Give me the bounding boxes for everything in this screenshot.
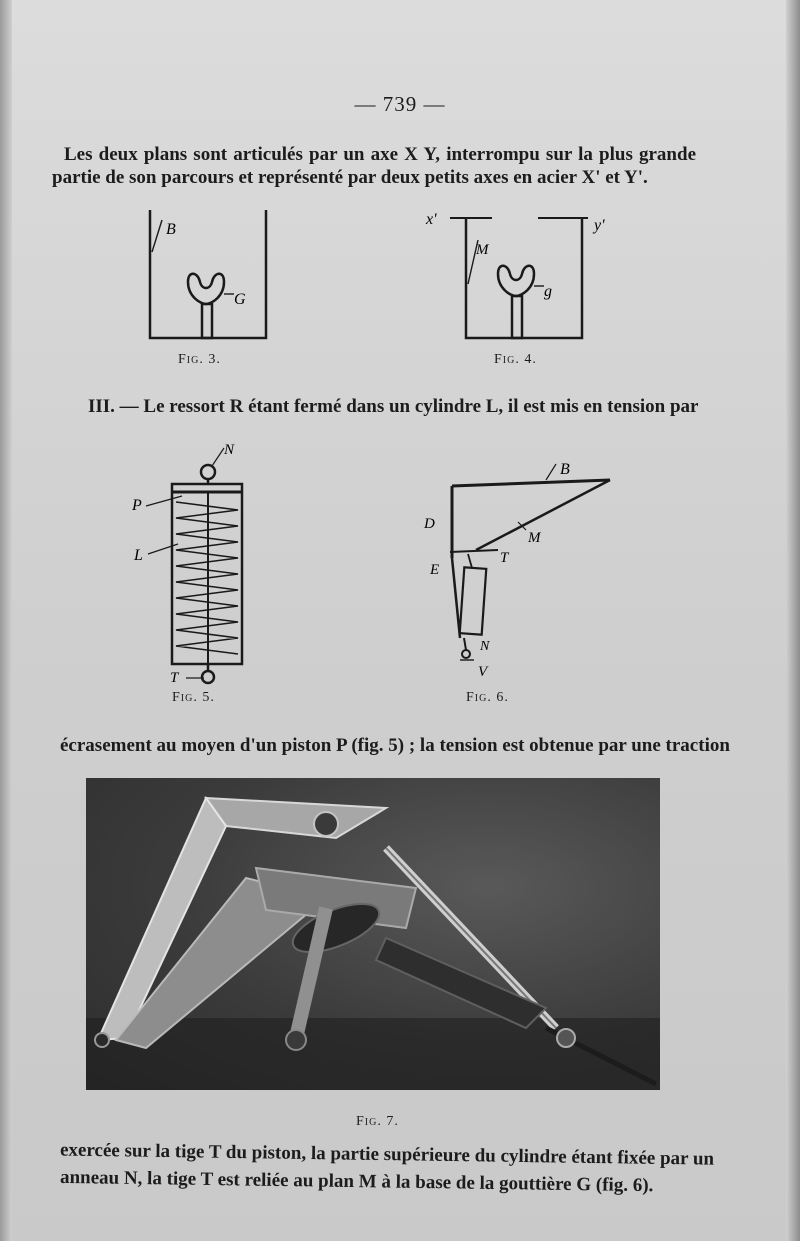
- page-number: — 739 —: [354, 92, 446, 116]
- paragraph-1-line-1: Les deux plans sont articulés par un axe X Y, interrompu sur la plus grande: [64, 144, 696, 165]
- figure-5-caption: Fig. 5.: [172, 690, 215, 705]
- fig4-label-y: y': [594, 217, 605, 234]
- fig4-label-m: M: [476, 242, 489, 258]
- fig3-label-g: G: [234, 291, 246, 308]
- fig5-label-t: T: [170, 670, 179, 686]
- page-edge-left: [0, 0, 12, 1241]
- figure-4: [420, 200, 620, 350]
- fig6-label-e: E: [430, 562, 440, 578]
- fig4-label-x: x': [426, 211, 437, 228]
- figure-5: [124, 438, 264, 690]
- figure-4-caption: Fig. 4.: [494, 352, 537, 367]
- figure-7-caption: Fig. 7.: [356, 1114, 399, 1129]
- paragraph-4-line-1: exercée sur la tige T du piston, la partie supérieure du cylindre étant fixée par un: [59, 1139, 715, 1170]
- figure-7-photo: [86, 778, 660, 1090]
- fig6-label-t: T: [500, 550, 509, 566]
- fig5-label-l: L: [134, 547, 143, 564]
- page-edge-right: [786, 0, 800, 1241]
- paragraph-3: écrasement au moyen d'un piston P (fig. 5) ; la tension est obtenue par une traction: [60, 735, 730, 756]
- fig6-label-d: D: [424, 516, 435, 532]
- fig3-label-b: B: [166, 221, 176, 238]
- fig5-label-n: N: [224, 442, 235, 458]
- fig6-label-m: M: [528, 530, 541, 546]
- paragraph-4-line-2: anneau N, la tige T est reliée au plan M à la base de la gouttière G (fig. 6).: [59, 1166, 654, 1197]
- paragraph-1-line-2: partie de son parcours et représenté par deux petits axes en acier X' et Y'.: [52, 167, 648, 188]
- figure-6: [420, 450, 620, 686]
- fig6-label-b: B: [560, 461, 570, 478]
- figure-3: [140, 200, 280, 350]
- fig5-label-p: P: [132, 497, 142, 514]
- fig6-label-n: N: [480, 639, 490, 654]
- figure-3-caption: Fig. 3.: [178, 352, 221, 367]
- fig6-label-v: V: [478, 664, 488, 680]
- paragraph-2: III. — Le ressort R étant fermé dans un cylindre L, il est mis en tension par: [88, 396, 699, 417]
- figure-6-caption: Fig. 6.: [466, 690, 509, 705]
- fig4-label-g: g: [544, 283, 552, 300]
